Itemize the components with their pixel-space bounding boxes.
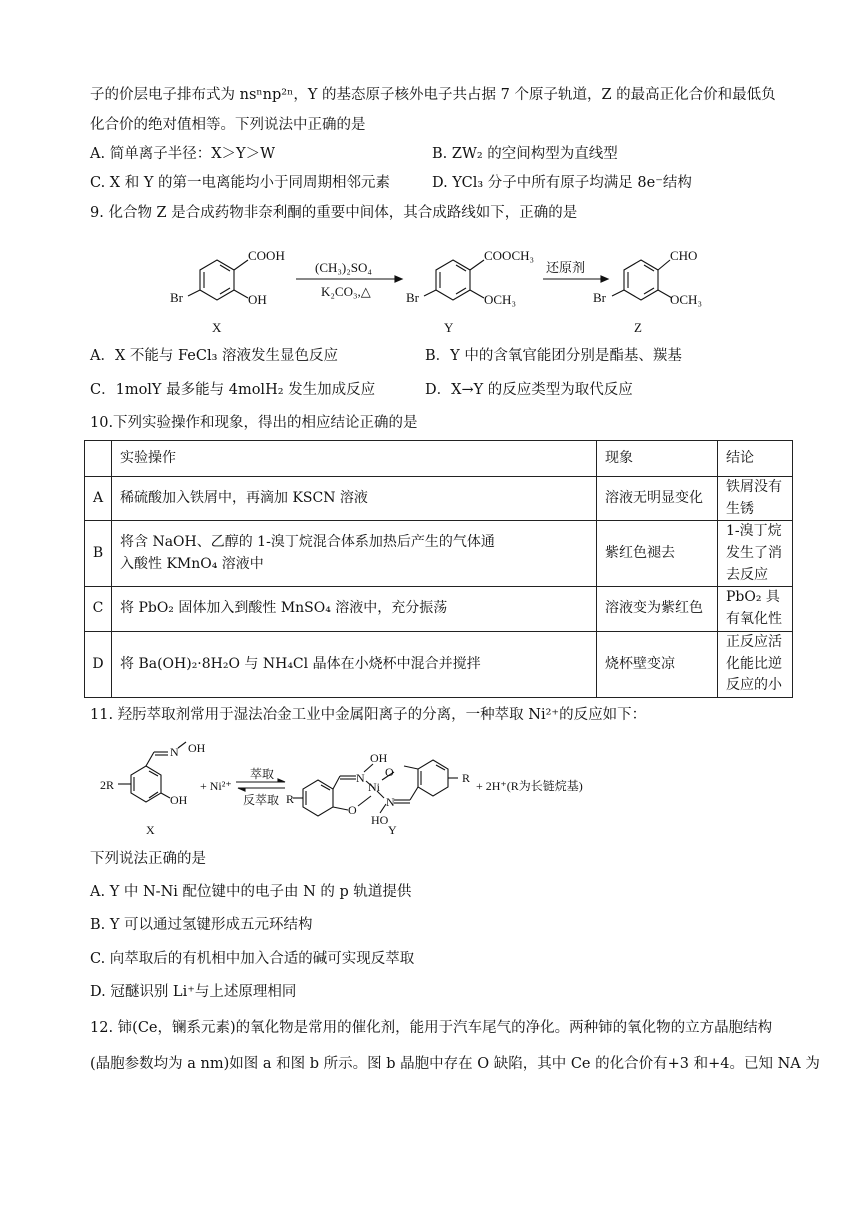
table-row [85,521,793,587]
q12-line2: (晶胞参数均为 a nm)如图 a 和图 b 所示。图 b 晶胞中存在 O 缺陷，其中 Ce 的化合价有+3 和+4。已知 NA 为 [90,1056,820,1072]
q11-option-b: B. Y 可以通过氢键形成五元环结构 [90,917,313,933]
z-och3-label: OCH₃ [670,292,702,307]
x-oh-label: OH [248,292,267,307]
row-id: A [85,477,112,521]
table-row [85,477,793,521]
row-id: C [85,587,112,631]
q8-option-d: D. YCl₃ 分子中所有原子均满足 8e⁻结构 [432,175,692,191]
row-operation: 稀硫酸加入铁屑中，再滴加 KSCN 溶液 [112,477,597,521]
compound-x-label: X [212,320,222,335]
y-o-left: O [348,803,357,817]
q9-option-b: B．Y 中的含氧官能团分别是酯基、羰基 [425,348,682,364]
x-br-label: Br [170,290,183,305]
row-id: D [85,631,112,697]
header-cell: 实验操作 [112,441,597,477]
z-br-label: Br [593,290,606,305]
arrow-strip: 反萃取 [243,793,280,807]
q12-line1: 12. 铈(Ce，镧系元素)的氧化物是常用的催化剂，能用于汽车尾气的净化。两种铈的氧化物的立方晶胞结构 [90,1020,773,1036]
y-n-bottom: N [386,795,395,809]
q8-option-b: B. ZW₂ 的空间构型为直线型 [432,146,618,162]
q8-line1: 子的价层电子排布式为 nsⁿnp²ⁿ，Y 的基态原子核外电子共占据 7 个原子轨道，Z 的最高正化合价和最低负 [90,87,776,103]
table-row [85,631,793,697]
row-id: B [85,521,112,587]
q11-extraction-scheme [88,738,608,838]
y-och3-label: OCH₃ [484,292,516,307]
row-phenomenon: 溶液变为紫红色 [597,587,718,631]
x-n: N [170,745,179,759]
compound-z-label: Z [634,320,642,335]
x-oh: OH [170,793,188,807]
header-cell [85,441,112,477]
x-cooh-label: COOH [248,248,285,263]
reagent-top: (CH₃)₂SO₄ [315,260,372,275]
q9-stem: 9. 化合物 Z 是合成药物非奈利酮的重要中间体，其合成路线如下，正确的是 [90,205,578,221]
arrow-extract: 萃取 [250,767,275,781]
y-o-right: O [385,765,394,779]
row-conclusion: 正反应活化能比逆反应的小 [718,631,793,697]
y-r-right: R [462,771,471,785]
q9-option-c: C．1molY 最多能与 4molH₂ 发生加成反应 [90,382,376,398]
row-phenomenon: 溶液无明显变化 [597,477,718,521]
q8-option-a: A. 简单离子半径：X＞Y＞W [90,146,275,162]
y-oh-top: OH [370,751,388,765]
q9-option-d: D．X→Y 的反应类型为取代反应 [425,382,633,398]
compound-y-label: Y [388,823,397,837]
header-cell: 结论 [718,441,793,477]
reagent-bottom: K₂CO₃,△ [321,284,371,299]
experiment-table [84,440,793,698]
y-ester-label: COOCH₃ [484,248,535,263]
z-cho-label: CHO [670,248,698,263]
row-phenomenon: 烧杯壁变凉 [597,631,718,697]
q9-synthesis-scheme [150,238,720,338]
row-operation: 将含 NaOH、乙醇的 1-溴丁烷混合体系加热后产生的气体通入酸性 KMnO₄ 溶液中 [112,521,597,587]
x-coefficient-r: 2R [100,778,115,792]
q10-stem: 10.下列实验操作和现象，得出的相应结论正确的是 [90,415,418,431]
q11-stem: 11. 羟肟萃取剂常用于湿法冶金工业中金属阳离子的分离，一种萃取 Ni²⁺的反应如下： [90,707,647,723]
x-oh-top: OH [188,741,206,755]
q11-option-d: D. 冠醚识别 Li⁺与上述原理相同 [90,984,297,1000]
table-header-row [85,441,793,477]
row-operation: 将 PbO₂ 固体加入到酸性 MnSO₄ 溶液中，充分振荡 [112,587,597,631]
q9-option-a: A．X 不能与 FeCl₃ 溶液发生显色反应 [90,348,339,364]
product-tail: + 2H⁺(R为长链烷基) [476,779,583,793]
y-r-left: R [286,792,295,806]
q11-question: 下列说法正确的是 [90,851,206,867]
row-conclusion: 1-溴丁烷发生了消去反应 [718,521,793,587]
q8-line2: 化合价的绝对值相等。下列说法中正确的是 [90,117,366,133]
reagent-reduce: 还原剂 [546,260,586,275]
y-br-label: Br [406,290,419,305]
q11-option-c: C. 向萃取后的有机相中加入合适的碱可实现反萃取 [90,951,415,967]
y-ho-bottom: HO [371,813,389,827]
y-n-top: N [356,771,365,785]
q8-option-c: C. X 和 Y 的第一电离能均小于同周期相邻元素 [90,175,391,191]
y-ni: Ni [368,780,380,794]
table-row [85,587,793,631]
plus-ni: + Ni²⁺ [200,779,232,793]
q11-option-a: A. Y 中 N-Ni 配位键中的电子由 N 的 p 轨道提供 [90,884,412,900]
row-conclusion: PbO₂ 具有氧化性 [718,587,793,631]
row-phenomenon: 紫红色褪去 [597,521,718,587]
row-operation: 将 Ba(OH)₂·8H₂O 与 NH₄Cl 晶体在小烧杯中混合并搅拌 [112,631,597,697]
compound-y-label: Y [444,320,454,335]
compound-x-label: X [146,823,155,837]
row-conclusion: 铁屑没有生锈 [718,477,793,521]
header-cell: 现象 [597,441,718,477]
